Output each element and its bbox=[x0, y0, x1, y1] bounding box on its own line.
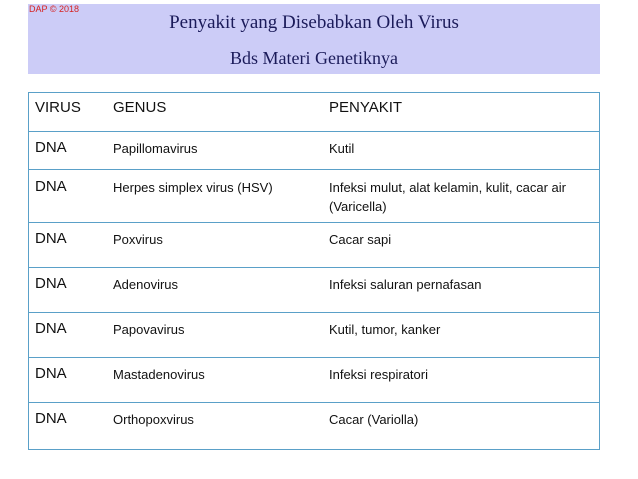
cell-penyakit: Infeksi mulut, alat kelamin, kulit, cacar air (Varicella) bbox=[329, 170, 600, 223]
table-row bbox=[29, 170, 600, 223]
cell-genus: Orthopoxvirus bbox=[113, 403, 329, 450]
cell-virus: DNA bbox=[29, 223, 114, 268]
cell-penyakit: Cacar (Variolla) bbox=[329, 403, 600, 450]
cell-virus: DNA bbox=[29, 313, 114, 358]
cell-virus: DNA bbox=[29, 268, 114, 313]
table-row bbox=[29, 358, 600, 403]
header-penyakit: PENYAKIT bbox=[329, 93, 600, 132]
cell-genus: Papillomavirus bbox=[113, 132, 329, 170]
cell-genus: Mastadenovirus bbox=[113, 358, 329, 403]
cell-penyakit: Cacar sapi bbox=[329, 223, 600, 268]
header-genus: GENUS bbox=[113, 93, 329, 132]
table-row bbox=[29, 223, 600, 268]
cell-virus: DNA bbox=[29, 403, 114, 450]
cell-genus: Papovavirus bbox=[113, 313, 329, 358]
slide-title: Penyakit yang Disebabkan Oleh Virus bbox=[169, 12, 459, 33]
virus-table bbox=[28, 92, 600, 450]
table-header-row bbox=[29, 93, 600, 132]
cell-penyakit: Kutil, tumor, kanker bbox=[329, 313, 600, 358]
cell-virus: DNA bbox=[29, 170, 114, 223]
table-row bbox=[29, 403, 600, 450]
copyright-watermark: DAP © 2018 bbox=[29, 4, 79, 14]
table-row bbox=[29, 313, 600, 358]
cell-virus: DNA bbox=[29, 358, 114, 403]
slide-subtitle: Bds Materi Genetiknya bbox=[230, 48, 398, 68]
cell-penyakit: Kutil bbox=[329, 132, 600, 170]
cell-penyakit: Infeksi saluran pernafasan bbox=[329, 268, 600, 313]
cell-virus: DNA bbox=[29, 132, 114, 170]
cell-genus: Adenovirus bbox=[113, 268, 329, 313]
cell-penyakit: Infeksi respiratori bbox=[329, 358, 600, 403]
cell-genus: Poxvirus bbox=[113, 223, 329, 268]
cell-genus: Herpes simplex virus (HSV) bbox=[113, 170, 329, 223]
table-row bbox=[29, 268, 600, 313]
header-virus: VIRUS bbox=[29, 93, 114, 132]
table-row bbox=[29, 132, 600, 170]
